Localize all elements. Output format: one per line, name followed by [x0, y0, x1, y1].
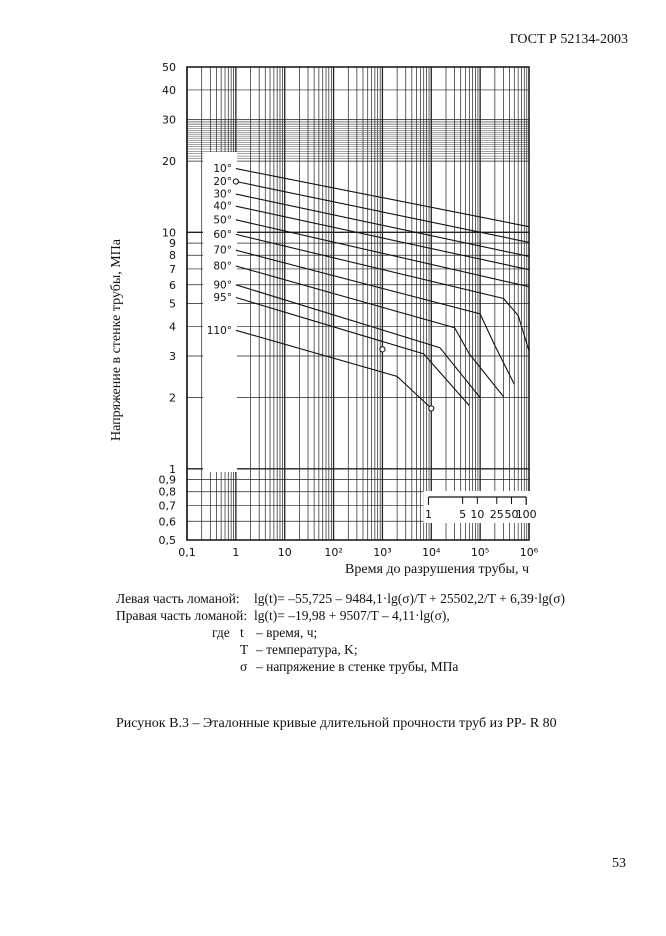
series-label: 95°: [213, 292, 232, 305]
data-marker: [380, 347, 385, 352]
y-tick-label: 0,9: [158, 473, 176, 487]
y-tick-label: 40: [162, 83, 176, 97]
x-tick-label: 0,1: [178, 546, 196, 559]
y-tick-label: 0,8: [158, 485, 176, 499]
series-label: 90°: [213, 279, 232, 292]
formula-left-expr: lg(t)= –55,725 – 9484,1·lg(σ)/T + 25502,2/T + 6,39·lg(σ): [254, 591, 565, 606]
document-header: ГОСТ Р 52134-2003: [509, 32, 628, 47]
x-tick-label: 10: [277, 546, 292, 559]
formula-left-label: Левая часть ломаной:: [116, 591, 240, 606]
series-label: 50°: [213, 214, 232, 227]
symbol-row: [212, 641, 458, 658]
x-tick-label: 10³: [373, 546, 392, 559]
data-marker: [429, 406, 434, 411]
y-tick-label: 0,5: [158, 534, 176, 547]
y-tick-label: 50: [162, 61, 176, 74]
series-label: 20°: [213, 175, 232, 188]
formula-right-expr: lg(t)= –19,98 + 9507/T – 4,11·lg(σ),: [254, 608, 450, 623]
y-tick-label: 20: [162, 155, 176, 169]
series-label: 110°: [206, 324, 232, 337]
x-tick-label: 10⁴: [422, 546, 441, 559]
x-tick-label: 10⁵: [470, 546, 490, 559]
year-scale-label: 100: [515, 508, 537, 521]
x-axis-label: Время до разрушения трубы, ч: [345, 562, 529, 577]
y-tick-label: 2: [169, 391, 176, 405]
formula-block: [116, 590, 565, 624]
y-tick-label: 0,6: [158, 515, 176, 529]
symbol-legend: [212, 624, 458, 675]
symbol: σ: [240, 659, 248, 674]
series-label: 30°: [213, 188, 232, 201]
y-tick-label: 8: [169, 249, 176, 263]
y-tick-label: 7: [169, 262, 176, 276]
symbol: T: [240, 642, 249, 657]
formula-right-label: Правая часть ломаной:: [116, 608, 248, 623]
year-scale-label: 50: [504, 508, 519, 521]
x-tick-label: 10²: [324, 546, 343, 559]
symbol-text: – напряжение в стенке трубы, МПа: [256, 659, 459, 674]
data-marker: [233, 179, 238, 184]
y-tick-label: 5: [169, 297, 176, 311]
formula-right: [116, 607, 565, 624]
symbol: t: [240, 625, 244, 640]
symbol-row: [212, 624, 458, 641]
series-label: 70°: [213, 244, 232, 257]
where-word: где: [212, 625, 230, 640]
y-tick-label: 10: [162, 226, 176, 240]
y-axis-label: Напряжение в стенке трубы, МПа: [109, 238, 124, 442]
series-label: 60°: [213, 228, 232, 241]
x-tick-label: 1: [232, 546, 240, 559]
figure-caption: Рисунок В.3 – Эталонные кривые длительной прочности труб из РР- R 80: [116, 716, 557, 731]
series-label: 40°: [213, 200, 232, 213]
y-tick-label: 6: [169, 278, 176, 292]
y-tick-label: 30: [162, 113, 176, 127]
year-scale-label: 5: [459, 508, 467, 521]
year-scale-label: 10: [470, 508, 485, 521]
y-tick-label: 4: [169, 320, 176, 334]
y-tick-label: 0,7: [158, 499, 176, 513]
symbol-text: – температура, K;: [256, 642, 358, 657]
x-tick-label: 10⁶: [519, 546, 539, 559]
y-tick-label: 1: [169, 462, 176, 476]
page-number: 53: [612, 856, 626, 871]
series-label: 80°: [213, 260, 232, 273]
series-label: 10°: [213, 163, 232, 176]
symbol-text: – время, ч;: [256, 625, 318, 640]
y-tick-label: 9: [169, 237, 176, 251]
symbol-row: [212, 658, 458, 675]
year-scale-label: 25: [489, 508, 504, 521]
formula-left: [116, 590, 565, 607]
year-scale-label: 1: [424, 508, 432, 521]
y-tick-label: 3: [169, 349, 176, 363]
